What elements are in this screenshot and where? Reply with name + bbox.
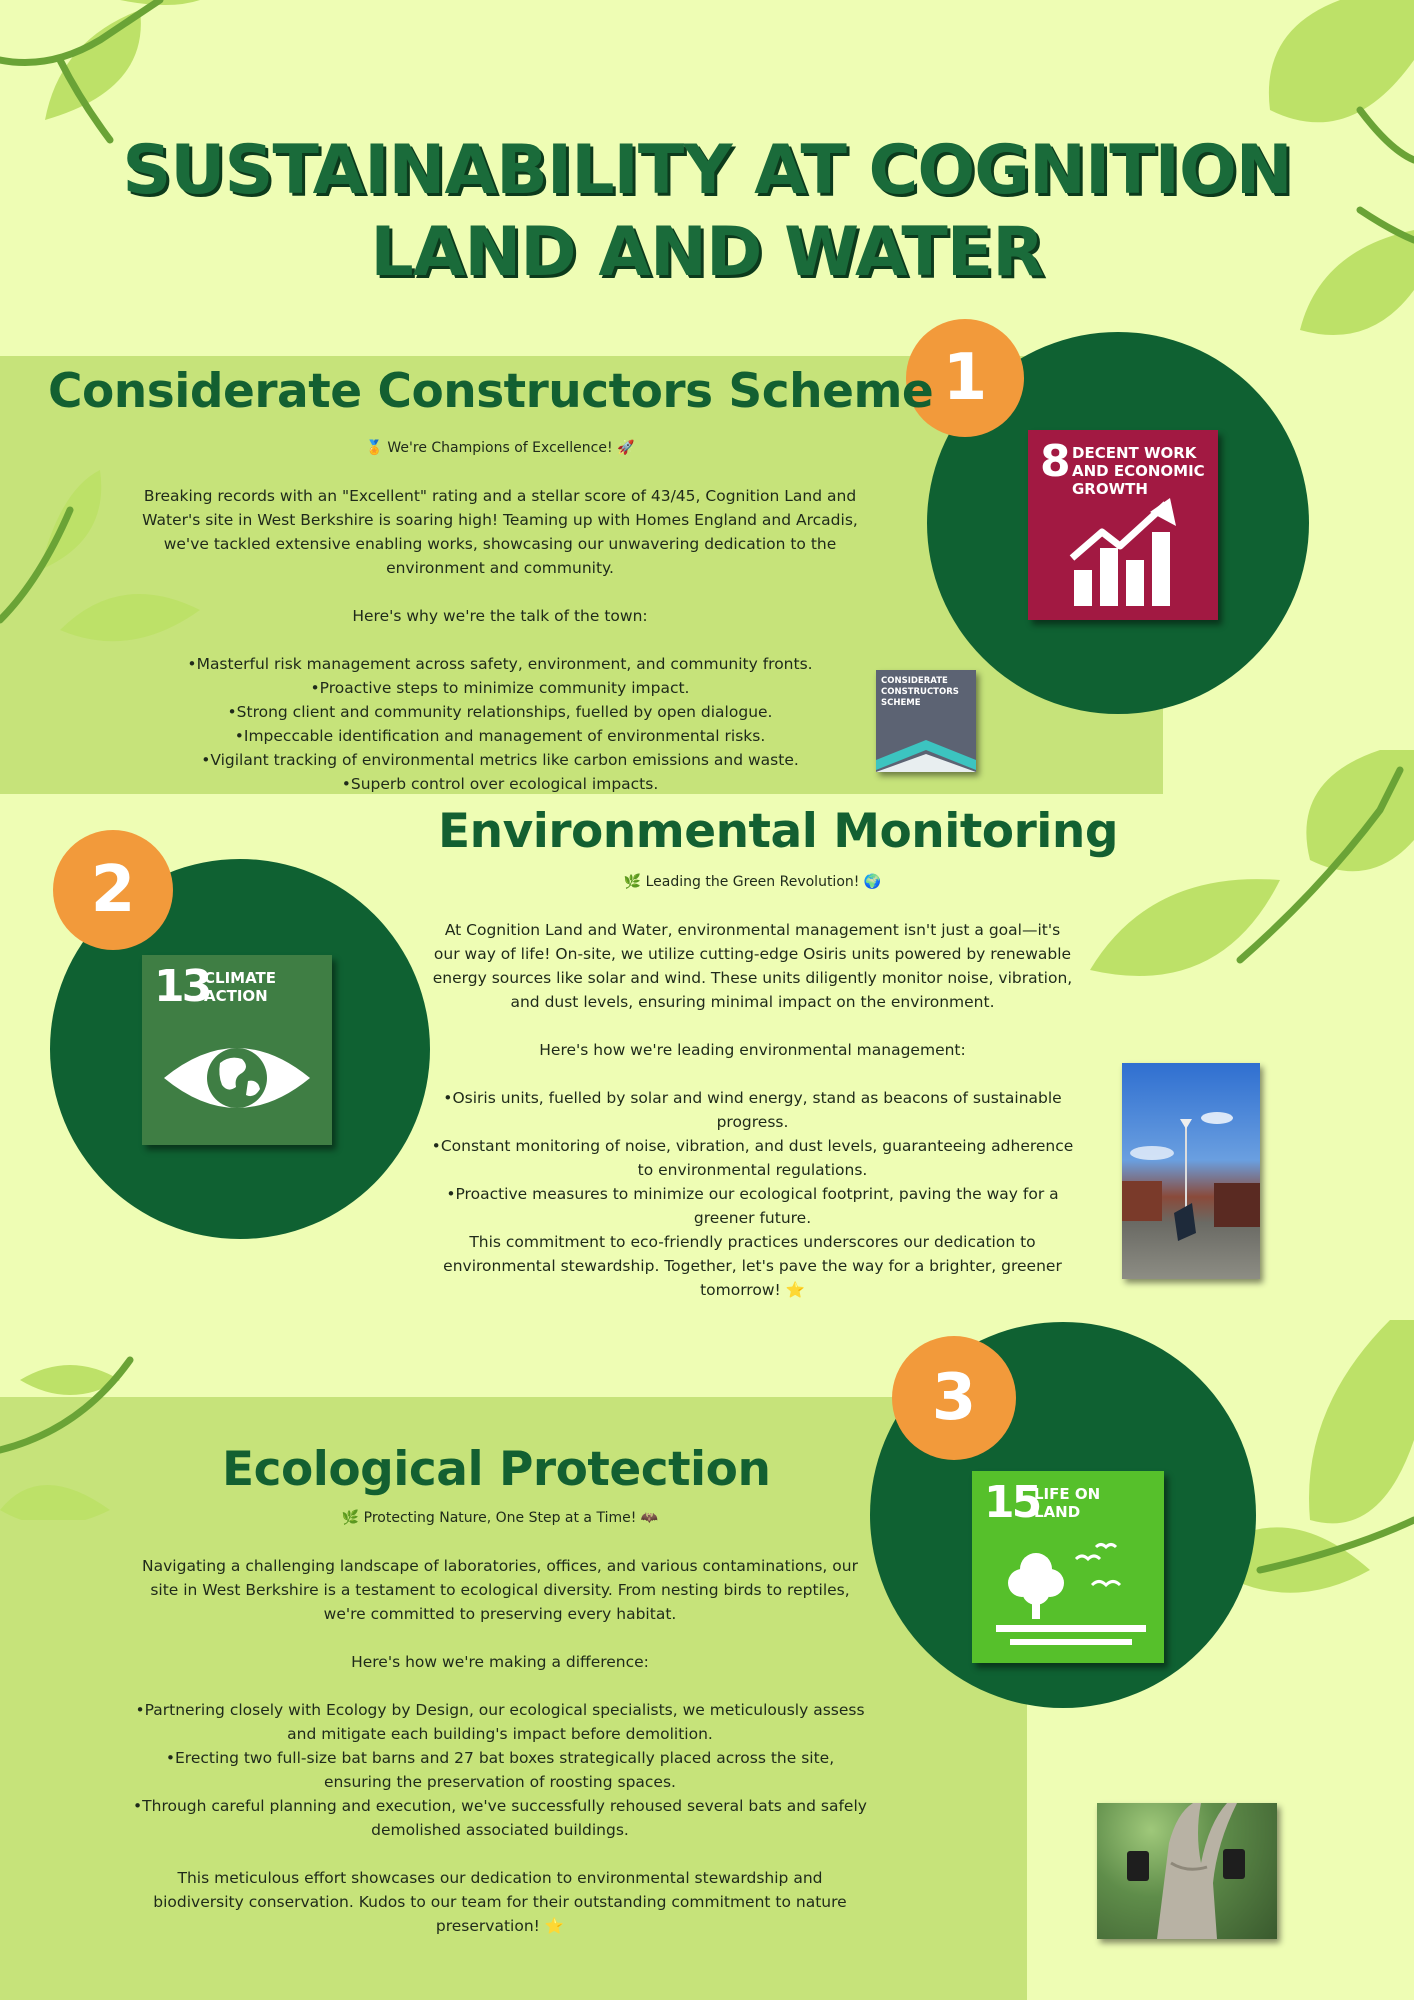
page-title [0,130,1414,294]
leaf-decoration-right-middle-icon [1090,750,1414,1010]
section-3-tagline: 🌿 Protecting Nature, One Step at a Time! 🦇 [341,1510,659,1526]
considerate-constructors-logo-text: CONSIDERATE CONSTRUCTORS SCHEME [881,676,959,708]
tree-and-birds-icon [996,1541,1146,1651]
section-1-bullet: •Proactive steps to minimize community impact. [310,679,690,697]
page-title-line-1: SUSTAINABILITY AT COGNITION [122,131,1292,210]
sdg-13-number: 13 [154,961,210,1012]
section-3-closing: This meticulous effort showcases our dedication to environmental stewardship and biodiversity conservation. Kudos to our team for their outstanding commitment to nature preservation! ⭐ [153,1869,847,1935]
sdg-13-tile [142,955,332,1145]
chevron-logo-icon [876,732,976,772]
sdg-15-number: 15 [984,1477,1040,1528]
section-2-bullet: •Osiris units, fuelled by solar and wind energy, stand as beacons of sustainable progress. [443,1089,1062,1131]
section-2-intro: At Cognition Land and Water, environmental management isn't just a goal—it's our way of life! On-site, we utilize cutting-edge Osiris units powered by renewable energy sources like solar and wind. These units diligently monitor noise, vibration, and dust levels, ensuring minimal impact on the environment. [432,921,1073,1011]
sdg-8-number: 8 [1040,436,1068,487]
section-3-list-intro: Here's how we're making a difference: [351,1653,649,1671]
considerate-constructors-logo [876,670,976,772]
sdg-13-label: CLIMATE ACTION [204,969,276,1005]
section-1-body [125,436,875,796]
section-1-number-badge: 1 [906,319,1024,437]
section-2-closing: This commitment to eco-friendly practices underscores our dedication to environmental stewardship. Together, let's pave the way for a brighter, greener tomorrow! ⭐ [443,1233,1062,1299]
section-2-bullet: •Proactive measures to minimize our ecological footprint, paving the way for a greener future. [446,1185,1059,1227]
sdg-15-tile [972,1471,1164,1663]
section-3-heading: Ecological Protection [222,1442,771,1497]
growth-chart-icon [1068,498,1180,608]
section-2-number-badge: 2 [53,830,173,950]
section-1-bullet: •Impeccable identification and management of environmental risks. [234,727,766,745]
sdg-8-tile [1028,430,1218,620]
section-1-bullet: •Superb control over ecological impacts. [341,775,659,793]
section-3-bullet: •Partnering closely with Ecology by Design, our ecological specialists, we meticulously assess and mitigate each building's impact before demolition. [135,1701,865,1743]
section-3-intro: Navigating a challenging landscape of laboratories, offices, and various contaminations, our site in West Berkshire is a testament to ecological diversity. From nesting birds to reptiles, we're committed to preserving every habitat. [142,1557,858,1623]
leaf-decoration-left-lower-icon [0,1340,180,1520]
climate-eye-globe-icon [162,1033,312,1123]
section-2-bullet: •Constant monitoring of noise, vibration, and dust levels, guaranteeing adherence to environmental regulations. [431,1137,1074,1179]
section-1-bullet: •Vigilant tracking of environmental metrics like carbon emissions and waste. [201,751,799,769]
section-2-list-intro: Here's how we're leading environmental management: [539,1041,966,1059]
section-3-bullet: •Through careful planning and execution, we've successfully rehoused several bats and safely demolished associated buildings. [133,1797,867,1839]
section-3-bullet: •Erecting two full-size bat barns and 27 bat boxes strategically placed across the site, ensuring the preservation of roosting spaces. [165,1749,835,1791]
section-3-number-badge: 3 [892,1336,1016,1460]
sdg-8-label: DECENT WORK AND ECONOMIC GROWTH [1072,444,1205,498]
page-title-line-2: LAND AND WATER [370,213,1044,292]
bat-boxes-photo [1097,1803,1277,1939]
wind-turbine-mast-icon [1122,1063,1260,1279]
section-3-body [130,1506,870,1938]
section-1-tagline: 🏅 We're Champions of Excellence! 🚀 [365,440,635,456]
section-2-heading: Environmental Monitoring [438,804,1118,859]
section-1-intro: Breaking records with an "Excellent" rating and a stellar score of 43/45, Cognition Land and Water's site in West Berkshire is soaring high! Teaming up with Homes England and Arcadis, we've tackled extensive enabling works, showcasing our unwavering dedication to the environment and community. [142,487,858,577]
tree-with-bat-boxes-icon [1097,1803,1277,1939]
section-1-heading: Considerate Constructors Scheme [48,364,934,419]
section-1-list-intro: Here's why we're the talk of the town: [352,607,648,625]
osiris-unit-photo [1122,1063,1260,1279]
section-1-bullet: •Masterful risk management across safety, environment, and community fronts. [187,655,813,673]
section-1-bullet: •Strong client and community relationships, fuelled by open dialogue. [227,703,773,721]
section-2-tagline: 🌿 Leading the Green Revolution! 🌍 [623,874,882,890]
section-2-body [430,870,1075,1302]
sdg-15-label: LIFE ON LAND [1034,1485,1101,1521]
